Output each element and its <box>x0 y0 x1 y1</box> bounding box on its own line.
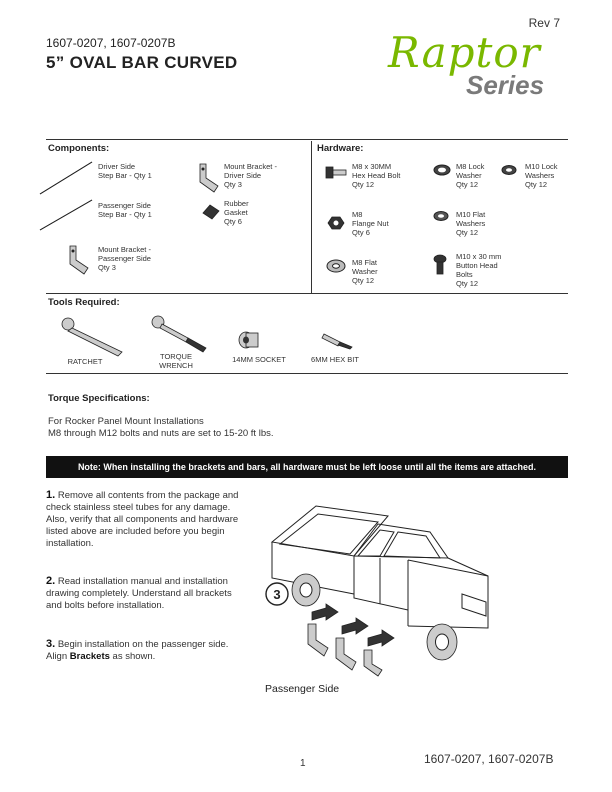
tools-heading: Tools Required: <box>48 297 120 308</box>
logo-series-text: Series <box>466 70 545 100</box>
torque-line-2: M8 through M12 bolts and nuts are set to 15-20 ft lbs. <box>48 428 274 439</box>
page-title: 5” OVAL BAR CURVED <box>46 53 238 72</box>
component-rubber-gasket: Rubber Gasket Qty 6 <box>224 199 249 226</box>
truck-installation-diagram <box>258 498 498 680</box>
step-2 <box>46 575 242 612</box>
brand-logo <box>380 20 580 110</box>
hardware-hex-bolt: M8 x 30MM Hex Head Bolt Qty 12 <box>352 162 401 189</box>
step-3-tail: as shown. <box>109 651 156 662</box>
m8-lock-washer-icon <box>432 163 452 177</box>
flange-nut-icon <box>327 215 345 231</box>
torque-wrench-icon <box>148 314 212 354</box>
hardware-heading: Hardware: <box>317 143 364 154</box>
ratchet-icon <box>58 316 128 358</box>
hardware-m10-lock-washer: M10 Lock Washers Qty 12 <box>525 162 558 189</box>
figure-callout-number: 3 <box>273 587 281 602</box>
button-head-bolt-icon <box>432 254 448 276</box>
hardware-m8-flat-washer: M8 Flat Washer Qty 12 <box>352 258 378 285</box>
step-3 <box>46 638 242 663</box>
socket-icon <box>236 330 266 352</box>
hardware-flange-nut: M8 Flange Nut Qty 6 <box>352 210 389 237</box>
torque-line-1: For Rocker Panel Mount Installations <box>48 416 204 427</box>
driver-bracket-icon <box>196 162 222 194</box>
step-1-text: Remove all contents from the package and check stainless steel tubes for any damage. Also, verify that all components and hardware listed above are included before you begin installation. <box>46 490 239 549</box>
step-bars-illustration <box>36 158 96 238</box>
tool-14mm-socket: 14MM SOCKET <box>232 355 286 364</box>
rubber-gasket-icon <box>200 201 222 221</box>
step-1 <box>46 489 242 550</box>
revision-label: Rev 7 <box>528 16 560 30</box>
m10-lock-washer-icon <box>500 164 518 176</box>
step-3-keyword: Brackets <box>69 651 110 662</box>
step-3-text: Begin installation on the passenger side. Align <box>46 639 229 662</box>
torque-heading: Torque Specifications: <box>48 393 150 404</box>
tool-ratchet: RATCHET <box>67 357 103 366</box>
step-3-number: 3. <box>46 638 56 650</box>
step-2-number: 2. <box>46 575 56 587</box>
tool-6mm-hex-bit: 6MM HEX BIT <box>311 355 359 364</box>
hardware-m8-lock-washer: M8 Lock Washer Qty 12 <box>456 162 485 189</box>
hardware-button-head-bolt: M10 x 30 mm Button Head Bolts Qty 12 <box>456 252 502 288</box>
m8-flat-washer-icon <box>325 258 347 274</box>
step-2-text: Read installation manual and installation drawing completely. Understand all brackets and bolts before installation. <box>46 576 232 611</box>
torque-specifications <box>48 416 274 440</box>
hex-bit-icon <box>320 330 356 350</box>
warning-note: Note: When installing the brackets and bars, all hardware must be left loose until all the items are attached. <box>46 456 568 478</box>
divider-top <box>46 139 568 140</box>
component-driver-bracket: Mount Bracket - Driver Side Qty 3 <box>224 162 277 189</box>
column-divider <box>311 141 312 293</box>
tool-torque-wrench: TORQUE WRENCH <box>159 352 193 370</box>
component-driver-step-bar: Driver Side Step Bar - Qty 1 <box>98 162 152 180</box>
logo-script-text: Raptor <box>388 28 541 77</box>
m10-flat-washer-icon <box>432 210 450 222</box>
divider-components <box>46 293 568 294</box>
component-passenger-bracket: Mount Bracket - Passenger Side Qty 3 <box>98 245 151 272</box>
hardware-m10-flat-washer: M10 Flat Washers Qty 12 <box>456 210 486 237</box>
passenger-bracket-icon <box>64 244 92 276</box>
component-passenger-step-bar: Passenger Side Step Bar - Qty 1 <box>98 201 152 219</box>
step-1-number: 1. <box>46 489 56 501</box>
figure-caption: Passenger Side <box>265 683 340 695</box>
page-number: 1 <box>300 758 306 769</box>
components-heading: Components: <box>48 143 110 154</box>
hex-bolt-icon <box>324 164 348 182</box>
divider-tools <box>46 373 568 374</box>
footer-part-numbers: 1607-0207, 1607-0207B <box>424 752 554 766</box>
header-part-numbers: 1607-0207, 1607-0207B <box>46 36 176 50</box>
